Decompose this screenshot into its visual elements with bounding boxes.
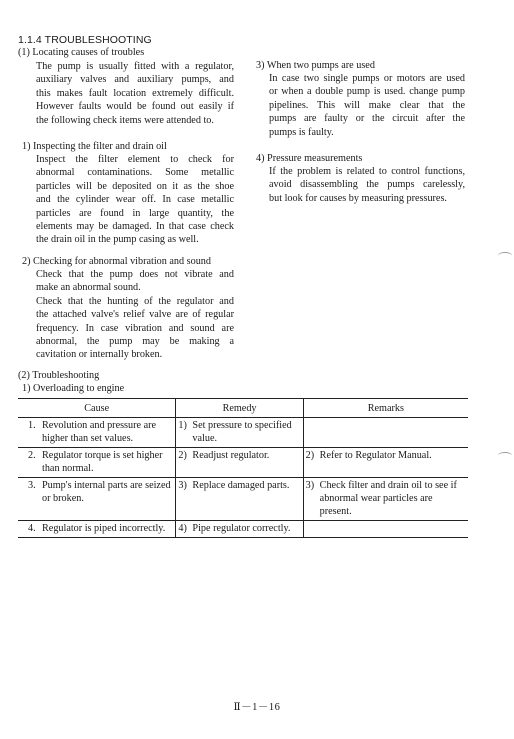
text-line: make an abnormal sound. — [36, 282, 141, 294]
remedy-text: Set pressure to specified value. — [192, 420, 292, 444]
text-line: If the problem is related to control functions, — [269, 166, 465, 177]
text-line: the attached valve's relief valve are of regular — [36, 309, 234, 321]
remedy-cell — [176, 418, 303, 448]
remedy-cell — [176, 521, 303, 538]
cause-number: 1. — [28, 420, 36, 431]
text-line: the following check items were attended to. — [36, 114, 214, 126]
text-line: and the cylinder wear off. In case metallic — [36, 194, 234, 206]
table-row — [18, 521, 468, 538]
remedy-number: 2) — [178, 450, 187, 461]
item-4-title: 4) Pressure measurements — [256, 153, 363, 164]
binding-edge-mark — [498, 252, 512, 259]
item-3-title: 3) When two pumps are used — [256, 60, 375, 71]
remarks-cell — [303, 418, 468, 448]
cause-text: Revolution and pressure are higher than set values. — [42, 420, 157, 444]
cause-number: 2. — [28, 450, 36, 461]
item-3-paragraph — [269, 72, 465, 139]
remedy-text: Pipe regulator correctly. — [192, 523, 291, 534]
section-heading: 1.1.4 TROUBLESHOOTING — [18, 34, 152, 46]
item-1-paragraph — [36, 153, 234, 247]
remedy-cell — [176, 448, 303, 478]
remedy-text: Readjust regulator. — [192, 450, 270, 461]
cause-number: 3. — [28, 480, 36, 491]
remarks-cell — [303, 448, 468, 478]
remarks-text: Check filter and drain oil to see if abnormal wear particles are present. — [319, 480, 457, 517]
text-line: Check that the hunting of the regulator and — [36, 295, 234, 307]
intro-paragraph — [36, 60, 234, 127]
column-header-remedy: Remedy — [176, 399, 303, 418]
cause-text: Regulator torque is set higher than normal. — [42, 450, 163, 474]
subsection-title-locating-causes: (1) Locating causes of troubles — [18, 47, 145, 58]
remedy-cell — [176, 478, 303, 521]
remedy-number: 4) — [178, 523, 187, 534]
remarks-number: 3) — [305, 480, 315, 491]
cause-cell — [18, 521, 176, 538]
remarks-cell — [303, 521, 468, 538]
cause-number: 4. — [28, 523, 36, 534]
text-line: The pump is usually fitted with a regulator, — [36, 61, 234, 72]
binding-edge-mark — [498, 452, 512, 459]
text-line: the drain oil in the pump casing as well. — [36, 234, 199, 246]
text-line: Inspect the filter element to check for — [36, 154, 234, 165]
text-line: abnormal, the pump may be making a — [36, 336, 234, 348]
table-row — [18, 478, 468, 521]
table-row — [18, 448, 468, 478]
text-line: particles are found in large quantity, the — [36, 207, 234, 219]
remarks-text: Refer to Regulator Manual. — [319, 450, 432, 461]
text-line: pumps are faulty or the circuit after the — [269, 113, 465, 125]
cause-cell — [18, 478, 176, 521]
text-line: elements may be damaged. In that case check — [36, 221, 234, 233]
text-line: or when a double pump is used. change pump — [269, 86, 465, 98]
cause-text: Regulator is piped incorrectly. — [42, 523, 166, 534]
text-line: Check that the pump does not vibrate and — [36, 269, 234, 280]
text-line: avoid disassembling the pumps carelessly, — [269, 179, 465, 191]
text-line: particles will be deposited on it as the shoe — [36, 180, 234, 192]
subsection-title-troubleshooting: (2) Troubleshooting — [18, 370, 100, 381]
table-row — [18, 418, 468, 448]
text-line: auxiliary valves and auxiliary pumps, and — [36, 74, 234, 86]
remarks-number: 2) — [305, 450, 315, 461]
cause-cell — [18, 418, 176, 448]
remarks-cell — [303, 478, 468, 521]
troubleshooting-table — [18, 398, 468, 538]
column-header-remarks: Remarks — [303, 399, 468, 418]
text-line: abnormal contaminations. Some metallic — [36, 167, 234, 179]
text-line: cavitation or internally broken. — [36, 349, 163, 361]
item-2-paragraph — [36, 268, 234, 362]
remedy-number: 1) — [178, 420, 187, 431]
text-line: but look for causes by measuring pressures. — [269, 192, 447, 204]
text-line: pipelines. This will make clear that the — [269, 99, 465, 111]
text-line: In case two single pumps or motors are used — [269, 73, 465, 84]
column-header-cause: Cause — [18, 399, 176, 418]
cause-text: Pump's internal parts are seized or broken. — [42, 480, 171, 504]
page-number: Ⅱ－1－16 — [233, 702, 281, 713]
table-header-row — [18, 399, 468, 418]
item-1-title: 1) Inspecting the filter and drain oil — [22, 141, 167, 152]
cause-cell — [18, 448, 176, 478]
text-line: pumps is faulty. — [269, 126, 334, 138]
text-line: this makes fault location extremely difficult. — [36, 87, 234, 99]
subsection-subtitle-overloading: 1) Overloading to engine — [22, 383, 125, 394]
remedy-number: 3) — [178, 480, 187, 491]
text-line: However faults would be found out easily if — [36, 101, 234, 113]
text-line: frequency. In case vibration and sound are — [36, 322, 234, 334]
item-2-title: 2) Checking for abnormal vibration and sound — [22, 256, 211, 267]
item-4-paragraph — [269, 165, 465, 205]
remedy-text: Replace damaged parts. — [192, 480, 290, 491]
